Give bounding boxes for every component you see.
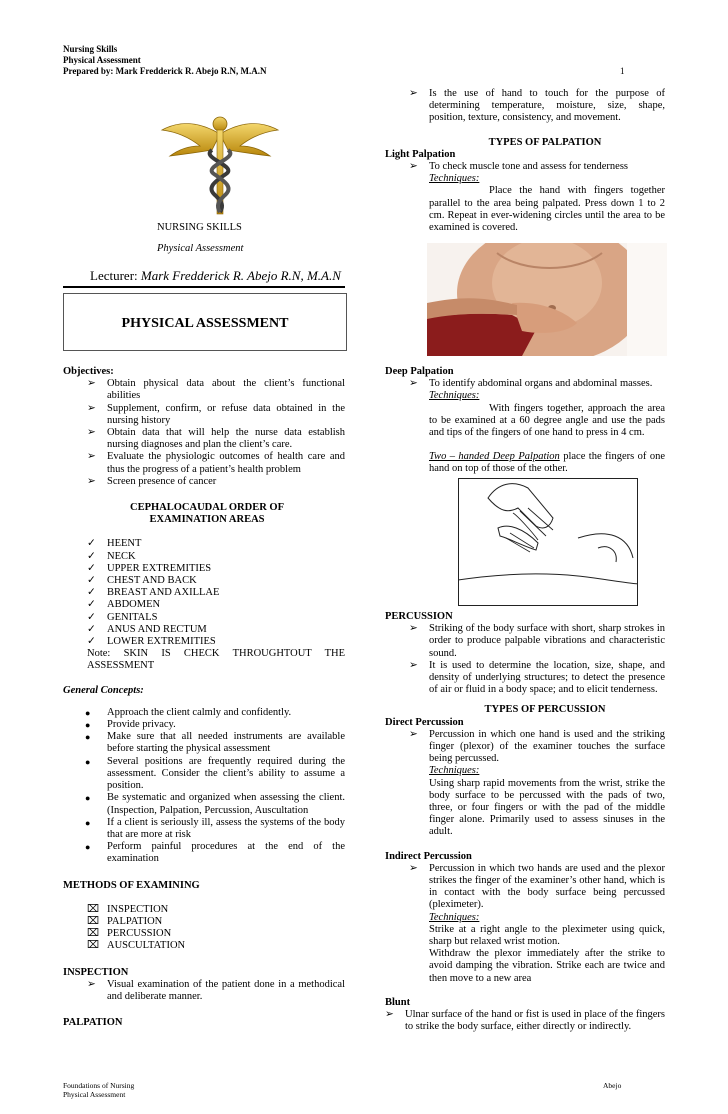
bullet-icon: ● (85, 793, 91, 804)
cover-subtitle: Physical Assessment (157, 243, 244, 254)
lecturer-name: Mark Fredderick R. Abejo R.N, M.A.N (140, 268, 341, 283)
objectives-heading: Objectives: (63, 366, 114, 377)
bullet-icon: ● (85, 756, 91, 767)
two-hand-label: Two – handed Deep Palpation (429, 451, 560, 463)
objectives-list (63, 378, 345, 488)
check-icon: ✓ (87, 587, 96, 599)
arrow-icon: ➢ (409, 161, 418, 173)
arrow-icon: ➢ (87, 475, 96, 487)
arrow-icon: ➢ (409, 728, 418, 740)
list-item: ● Make sure that all needed instruments are available before starting the physical assessment (85, 731, 345, 755)
list-item: ➢ It is used to determine the location, size, shape, and density of underlying structures; to detect the presence of air or fluid in a body space; and to elicit tenderness. (409, 659, 665, 696)
left-column (63, 350, 345, 1029)
arrow-icon: ➢ (409, 623, 418, 635)
arrow-icon: ➢ (409, 659, 418, 671)
header-line-2: Physical Assessment (63, 55, 141, 65)
check-icon: ✓ (87, 599, 96, 611)
deep-palpation-illustration (458, 478, 638, 606)
light-palpation-photo (427, 243, 667, 356)
running-header (63, 44, 266, 77)
x-box-icon: ⌧ (87, 903, 100, 915)
list-item: ➢ Obtain data that will help the nurse data establish nursing diagnoses and plan the client’s care. (87, 427, 345, 451)
right-column (385, 88, 665, 234)
general-concepts-list (63, 707, 345, 866)
list-item: ✓ BREAST AND AXILLAE (87, 587, 220, 599)
list-item: ✓ LOWER EXTREMITIES (87, 636, 216, 648)
list-item: ✓ ANUS AND RECTUM (87, 623, 207, 635)
check-icon: ✓ (87, 611, 96, 623)
list-item: ⌧ PERCUSSION (87, 928, 172, 940)
x-box-icon: ⌧ (87, 915, 100, 927)
bullet-icon: ● (85, 707, 91, 718)
header-line-1: Nursing Skills (63, 44, 118, 54)
blunt-heading: Blunt (385, 996, 411, 1008)
inspection-text: ➢ Visual examination of the patient done in a methodical and deliberate manner. (87, 978, 345, 1002)
list-item: ⌧ PALPATION (87, 915, 163, 927)
direct-techniques-text: Using sharp rapid movements from the wrist, strike the body surface to be percussed with the pads of two, three, or four fingers or with the pad of the middle finger alone. Primarily used to assess sinuses in the adult. (429, 777, 665, 838)
check-icon: ✓ (87, 562, 96, 574)
arrow-icon: ➢ (87, 378, 96, 390)
list-item: ✓ HEENT (87, 538, 142, 550)
methods-heading: METHODS OF EXAMINING (63, 879, 200, 891)
palpation-heading: PALPATION (63, 1017, 123, 1029)
light-techniques-label: Techniques: (429, 173, 480, 185)
indirect-percussion-text: ➢ Percussion in which two hands are used and the plexor strikes the finger of the examiner’s other hand, which is in contact with the body surface being percussed (pleximeter). (409, 862, 665, 911)
palpation-types-heading: TYPES OF PALPATION (488, 136, 602, 148)
list-item: ● Several positions are frequently required during the assessment. Consider the client’s ability to assume a position. (85, 755, 345, 792)
bullet-icon: ● (85, 720, 91, 731)
direct-techniques-label: Techniques: (429, 765, 480, 777)
deep-techniques-text: With fingers together, approach the area to be examined at a 60 degree angle and use the pads and tips of the fingers of one hand to press in 4 cm. (429, 402, 665, 439)
check-icon: ✓ (87, 575, 96, 587)
cover-title: NURSING SKILLS (157, 222, 242, 233)
light-palpation-text: ➢ To check muscle tone and assess for tenderness (409, 161, 628, 173)
box-title: PHYSICAL ASSESSMENT (121, 316, 289, 331)
list-item: ● Approach the client calmly and confidently. (85, 706, 292, 718)
check-icon: ✓ (87, 636, 96, 648)
palpation-definition: ➢ Is the use of hand to touch for the purpose of determining temperature, moisture, size, shape, position, texture, consistency, and movement. (409, 88, 665, 124)
arrow-icon: ➢ (87, 451, 96, 463)
arrow-icon: ➢ (409, 378, 418, 390)
arrow-icon: ➢ (87, 402, 96, 414)
cephalocaudal-note: Note: SKIN IS CHECK THROUGHTOUT THE ASSESSMENT (87, 648, 345, 672)
list-item: ● Perform painful procedures at the end of the examination (85, 841, 345, 865)
footer-right: Abejo (603, 1081, 622, 1090)
percussion-types-heading: TYPES OF PERCUSSION (484, 704, 606, 716)
list-item: ✓ UPPER EXTREMITIES (87, 562, 212, 574)
list-item: ➢ Evaluate the physiologic outcomes of health care and thus the progress of a patient’s health problem (87, 451, 345, 475)
arrow-icon: ➢ (87, 427, 96, 439)
check-icon: ✓ (87, 538, 96, 550)
list-item: ⌧ AUSCULTATION (87, 940, 186, 952)
list-item: ✓ ABDOMEN (87, 599, 161, 611)
deep-palpation-heading: Deep Palpation (385, 366, 454, 377)
page-number: 1 (620, 66, 625, 76)
deep-techniques-label: Techniques: (429, 390, 480, 402)
list-item: ● If a client is seriously ill, assess the systems of the body that are more at risk (85, 816, 345, 840)
list-item: ✓ NECK (87, 550, 136, 562)
lecturer-line (90, 268, 341, 284)
caduceus-logo (160, 112, 280, 217)
arrow-icon: ➢ (385, 1009, 394, 1021)
right-column-3 (385, 611, 665, 1034)
arrow-icon: ➢ (87, 978, 96, 990)
bullet-icon: ● (85, 817, 91, 828)
bullet-icon: ● (85, 842, 91, 853)
check-icon: ✓ (87, 623, 96, 635)
light-techniques-text: Place the hand with fingers together parallel to the area being palpated. Press down 1 to 2 cm. Repeat in ever-widening circles until the area to be examined is covered. (429, 185, 665, 234)
lecturer-label: Lecturer: (90, 268, 138, 283)
general-concepts-heading: General Concepts: (63, 684, 144, 696)
footer-left (63, 1081, 134, 1099)
check-icon: ✓ (87, 550, 96, 562)
cephalocaudal-heading: CEPHALOCAUDAL ORDER OF EXAMINATION AREAS (129, 502, 284, 526)
methods-list (63, 904, 345, 953)
blunt-text: ➢ Ulnar surface of the hand or fist is used in place of the fingers to strike the body surface, either directly or indirectly. (385, 1009, 665, 1033)
lecturer-underline (63, 286, 345, 288)
indirect-techniques-text-2: Withdraw the plexor immediately after the strike to avoid damping the vibration. Strike each are twice and then move to a new area (429, 948, 665, 984)
direct-percussion-text: ➢ Percussion in which one hand is used and the striking finger (plexor) of the examiner touches the surface being percussed. (409, 728, 665, 765)
list-item: ● Be systematic and organized when assessing the client. (Inspection, Palpation, Percussion, Auscultation (85, 792, 345, 816)
indirect-techniques-label: Techniques: (429, 911, 480, 923)
percussion-heading: PERCUSSION (385, 611, 453, 622)
list-item: ● Provide privacy. (85, 719, 176, 731)
light-palpation-heading: Light Palpation (385, 148, 456, 160)
footer-left-1: Foundations of Nursing (63, 1081, 135, 1090)
header-line-3: Prepared by: Mark Fredderick R. Abejo R.N, M.A.N (63, 66, 267, 76)
arrow-icon: ➢ (409, 862, 418, 874)
list-item: ✓ CHEST AND BACK (87, 575, 197, 587)
list-item: ➢ Supplement, confirm, or refuse data obtained in the nursing history (87, 402, 345, 426)
list-item: ➢ Screen presence of cancer (87, 475, 217, 487)
indirect-techniques-text-1: Strike at a right angle to the pleximeter using quick, sharp but relaxed wrist motion. (429, 923, 665, 948)
list-item: ✓ GENITALS (87, 611, 158, 623)
inspection-heading: INSPECTION (63, 966, 129, 978)
two-hand-text: Two – handed Deep Palpation place the fingers of one hand on top of those of the other. (429, 451, 665, 475)
x-box-icon: ⌧ (87, 928, 100, 940)
right-column-2 (385, 366, 665, 476)
arrow-icon: ➢ (409, 88, 418, 99)
direct-percussion-heading: Direct Percussion (385, 716, 464, 728)
list-item: ➢ Obtain physical data about the client’s functional abilities (87, 378, 345, 402)
list-item: ➢ Striking of the body surface with short, sharp strokes in order to produce palpable vibrations and characteristic sound. (409, 623, 665, 659)
x-box-icon: ⌧ (87, 940, 100, 952)
title-box (63, 293, 347, 351)
deep-palpation-text: ➢ To identify abdominal organs and abdominal masses. (409, 378, 653, 390)
bullet-icon: ● (85, 732, 91, 743)
indirect-percussion-heading: Indirect Percussion (385, 850, 472, 862)
footer-left-2: Physical Assessment (63, 1090, 126, 1099)
list-item: ⌧ INSPECTION (87, 903, 169, 915)
cephalocaudal-list (63, 538, 345, 648)
